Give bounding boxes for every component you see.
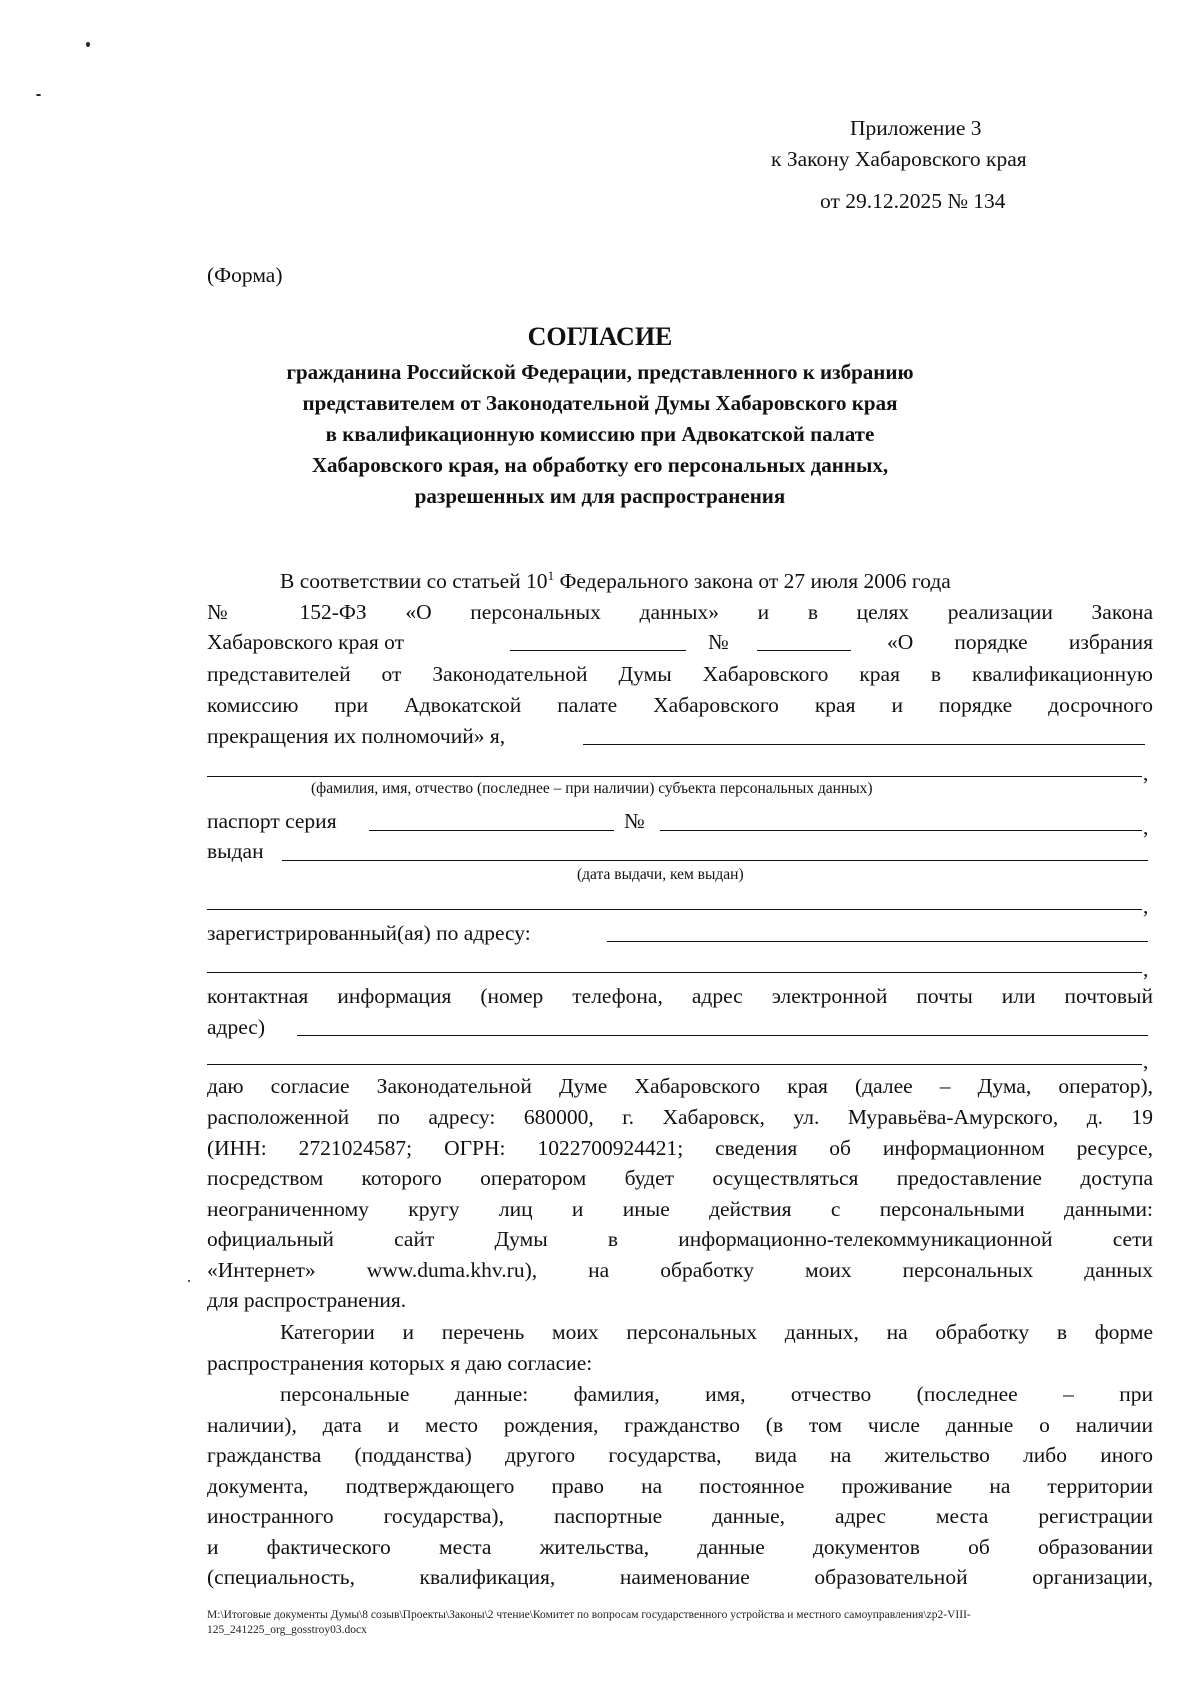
intro-line: прекращения их полномочий» я, [207,724,506,748]
intro-line: представителей от Законодательной Думы Хабаровского края в квалификационную [207,662,1153,686]
personal-data-line: гражданства (подданства) другого государства, вида на жительство либо иного [207,1443,1153,1467]
law-number-label: № [708,630,729,654]
consent-line: даю согласие Законодательной Думе Хабаровского края (далее – Дума, оператор), [207,1074,1153,1098]
fio-field-continued[interactable] [207,776,1142,777]
comma: , [1143,815,1149,839]
annex-date: от 29.12.2025 № 134 [820,189,1006,213]
footer-file-name: 125_241225_org_gosstroy03.docx [207,1624,367,1636]
passport-series-field[interactable] [369,830,614,831]
subtitle-line: гражданина Российской Федерации, представленного к избранию [286,360,914,384]
footer-file-path: M:\Итоговые документы Думы\8 созыв\Проекты\Законы\2 чтение\Комитет по вопросам государственного устройства и местного самоуправления\zp2-VIII- [207,1609,971,1621]
intro-line: «О порядке избрания [887,630,1153,654]
contact-field[interactable] [297,1035,1148,1036]
scan-speck [86,42,90,47]
contact-label: контактная информация (номер телефона, адрес электронной почты или почтовый [207,984,1153,1008]
scan-speck [188,1280,190,1282]
personal-data-line: и фактического места жительства, данные документов об образовании [207,1535,1153,1559]
passport-number-field[interactable] [660,830,1142,831]
personal-data-line: иностранного государства), паспортные данные, адрес места регистрации [207,1504,1153,1528]
consent-line: посредством которого оператором будет осуществляться предоставление доступа [207,1166,1153,1190]
categories-line: распространения которых я даю согласие: [207,1351,593,1375]
passport-number-label: № [624,809,645,833]
subtitle-line: Хабаровского края, на обработку его персональных данных, [311,453,889,477]
passport-label: паспорт серия [207,809,337,833]
consent-line: неограниченному кругу лиц и иные действия с персональными данными: [207,1197,1153,1221]
issued-label: выдан [207,839,264,863]
categories-line: Категории и перечень моих персональных данных, на обработку в форме [280,1320,1153,1344]
consent-line: расположенной по адресу: 680000, г. Хабаровск, ул. Муравьёва-Амурского, д. 19 [207,1105,1153,1129]
form-label: (Форма) [207,263,283,287]
fio-field[interactable] [583,744,1145,745]
issued-field-continued[interactable] [207,909,1142,910]
intro-line: Хабаровского края от [207,630,404,654]
consent-line: для распространения. [207,1288,407,1312]
fio-caption: (фамилия, имя, отчество (последнее – при наличии) субъекта персональных данных) [311,780,873,797]
contact-field-continued[interactable] [207,1064,1142,1065]
registered-label: зарегистрированный(ая) по адресу: [207,921,531,945]
personal-data-line: персональные данные: фамилия, имя, отчество (последнее – при [280,1382,1153,1406]
consent-line: «Интернет» www.duma.khv.ru), на обработку моих персональных данных [207,1258,1153,1282]
document-subtitle [0,357,1200,512]
law-number-field[interactable] [757,650,851,651]
registered-address-field-continued[interactable] [207,972,1142,973]
comma: , [1143,1049,1149,1073]
intro-line: В соответствии со статьей $10^1$ Федерального закона от 27 июля 2006 года [280,567,951,593]
consent-line: (ИНН: 2721024587; ОГРН: 1022700924421; сведения об информационном ресурсе, [207,1136,1153,1160]
issued-field[interactable] [282,860,1148,861]
issued-caption: (дата выдачи, кем выдан) [577,866,744,883]
document-title: СОГЛАСИЕ [527,322,673,351]
subtitle-line: разрешенных им для распространения [414,484,786,508]
comma: , [1143,761,1149,785]
personal-data-line: (специальность, квалификация, наименование образовательной организации, [207,1565,1153,1589]
contact-label-end: адрес) [207,1015,266,1039]
subtitle-line: в квалификационную комиссию при Адвокатской палате [325,422,875,446]
article-superscript: 1 [547,567,555,583]
comma: , [1143,957,1149,981]
intro-line: комиссию при Адвокатской палате Хабаровского края и порядке досрочного [207,693,1153,717]
personal-data-line: наличии), дата и место рождения, гражданство (в том числе данные о наличии [207,1413,1153,1437]
comma: , [1143,894,1149,918]
subtitle-line: представителем от Законодательной Думы Хабаровского края [302,391,898,415]
law-date-field[interactable] [510,650,686,651]
consent-line: официальный сайт Думы в информационно-телекоммуникационной сети [207,1227,1153,1251]
registered-address-field[interactable] [607,941,1148,942]
personal-data-line: документа, подтверждающего право на постоянное проживание на территории [207,1474,1153,1498]
annex-law: к Закону Хабаровского края [771,147,1027,171]
annex-number: Приложение 3 [850,116,982,140]
scan-speck [36,94,41,96]
intro-line: № 152-ФЗ «О персональных данных» и в целях реализации Закона [207,600,1153,624]
